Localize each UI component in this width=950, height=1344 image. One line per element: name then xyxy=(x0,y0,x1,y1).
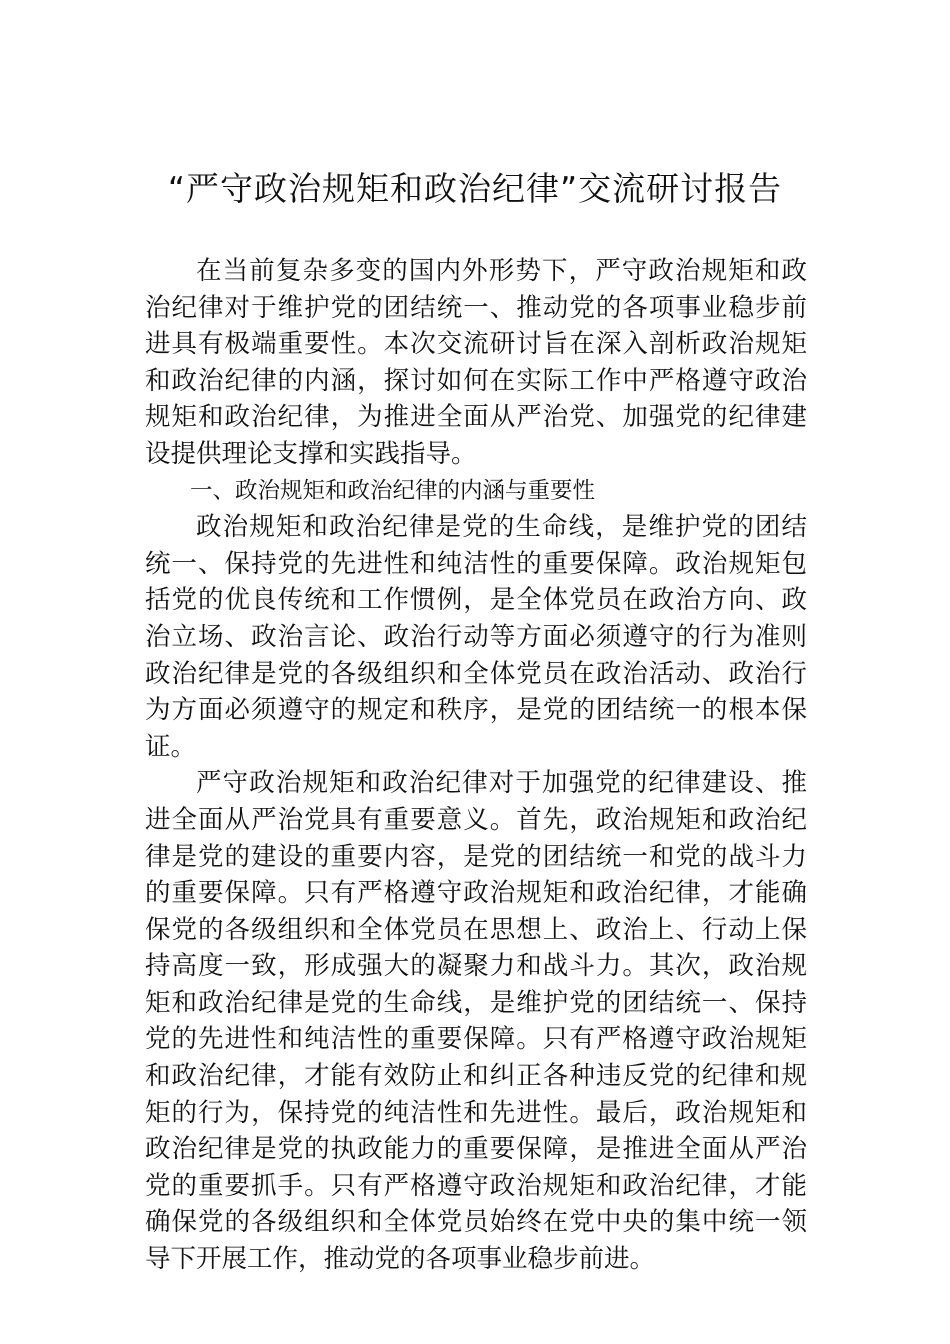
section-heading: 一、政治规矩和政治纪律的内涵与重要性 xyxy=(190,477,596,504)
definition-paragraph: 政治规矩和政治纪律是党的生命线，是维护党的团结统一、保持党的先进性和纯洁性的重要保障。政治规矩包括党的优良传统和工作惯例，是全体党员在政治方向、政治立场、政治言论、政治行动等方面必须遵守的行为准则政治纪律是党的各级组织和全体党员在政治活动、政治行为方面必须遵守的规定和秩序，是党的团结统一的根本保证。 xyxy=(145,512,807,762)
significance-paragraph: 严守政治规矩和政治纪律对于加强党的纪律建设、推进全面从严治党具有重要意义。首先，政治规矩和政治纪律是党的建设的重要内容，是党的团结统一和党的战斗力的重要保障。只有严格遵守政治规矩和政治纪律，才能确保党的各级组织和全体党员在思想上、政治上、行动上保持高度一致，形成强大的凝聚力和战斗力。其次，政治规矩和政治纪律是党的生命线，是维护党的团结统一、保持党的先进性和纯洁性的重要保障。只有严格遵守政治规矩和政治纪律，才能有效防止和纠正各种违反党的纪律和规矩的行为，保持党的纯洁性和先进性。最后，政治规矩和政治纪律是党的执政能力的重要保障，是推进全面从严治党的重要抓手。只有严格遵守政治规矩和政治纪律，才能确保党的各级组织和全体党员始终在党中央的集中统一领导下开展工作，推动党的各项事业稳步前进。 xyxy=(145,768,807,1275)
document-body xyxy=(145,253,807,1278)
intro-paragraph: 在当前复杂多变的国内外形势下，严守政治规矩和政治纪律对于维护党的团结统一、推动党的各项事业稳步前进具有极端重要性。本次交流研讨旨在深入剖析政治规矩和政治纪律的内涵，探讨如何在实际工作中严格遵守政治规矩和政治纪律，为推进全面从严治党、加强党的纪律建设提供理论支撑和实践指导。 xyxy=(145,256,807,469)
document-title: “严守政治规矩和政治纪律”交流研讨报告 xyxy=(167,169,783,208)
